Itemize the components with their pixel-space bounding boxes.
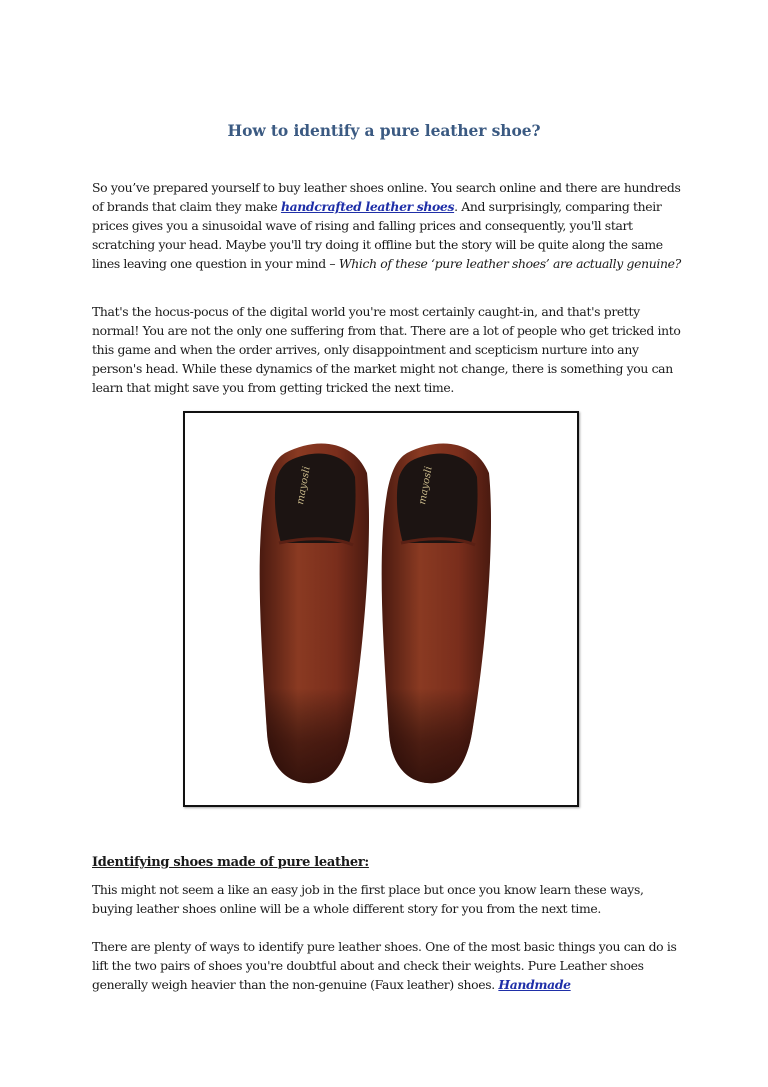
shoe-image bbox=[183, 411, 579, 807]
handmade-link[interactable]: Handmade bbox=[498, 977, 571, 992]
insole-brand-left: mayosli bbox=[295, 465, 313, 506]
insole-brand-right: mayosli bbox=[417, 465, 435, 506]
fourth-paragraph-text: There are plenty of ways to identify pure leather shoes. One of the most basic things you can do is lift the two pairs of shoes you're doubtful about and check their weights. Pure Leather shoes generally weigh heavier than the non-genuine (Faux leather) shoes. bbox=[92, 939, 677, 992]
page-title: How to identify a pure leather shoe? bbox=[227, 121, 541, 140]
intro-text-middle: . And surprisingly, comparing their prices gives you a sinusoidal wave of rising and falling prices and consequently, you'll start scratching your head. Maybe you'll try doing it offline but the story will be quite along the same lines leaving one question in your mind – bbox=[92, 199, 663, 271]
right-shoe bbox=[382, 443, 491, 783]
third-paragraph: This might not seem a like an easy job in the first place but once you know learn these ways, buying leather shoes online will be a whole different story for you from the next time. bbox=[92, 882, 644, 916]
leather-shoes-illustration bbox=[185, 413, 577, 805]
intro-paragraph bbox=[92, 178, 682, 273]
intro-text-start: So you’ve prepared yourself to buy leather shoes online. You search online and there are hundreds of brands that claim they make bbox=[92, 180, 681, 214]
intro-question: Which of these ‘pure leather shoes’ are actually genuine? bbox=[338, 256, 681, 271]
left-shoe bbox=[260, 443, 369, 783]
section-heading: Identifying shoes made of pure leather: bbox=[92, 855, 369, 870]
second-paragraph: That's the hocus-pocus of the digital world you're most certainly caught-in, and that's pretty normal! You are not the only one suffering from that. There are a lot of people who get tricked into this game and when the order arrives, only disappointment and scepticism nurture into any person's head. While these dynamics of the market might not change, there is something you can learn that might save you from getting tricked the next time. bbox=[92, 304, 681, 395]
fourth-paragraph bbox=[92, 937, 682, 994]
handcrafted-leather-shoes-link[interactable]: handcrafted leather shoes bbox=[280, 199, 455, 214]
